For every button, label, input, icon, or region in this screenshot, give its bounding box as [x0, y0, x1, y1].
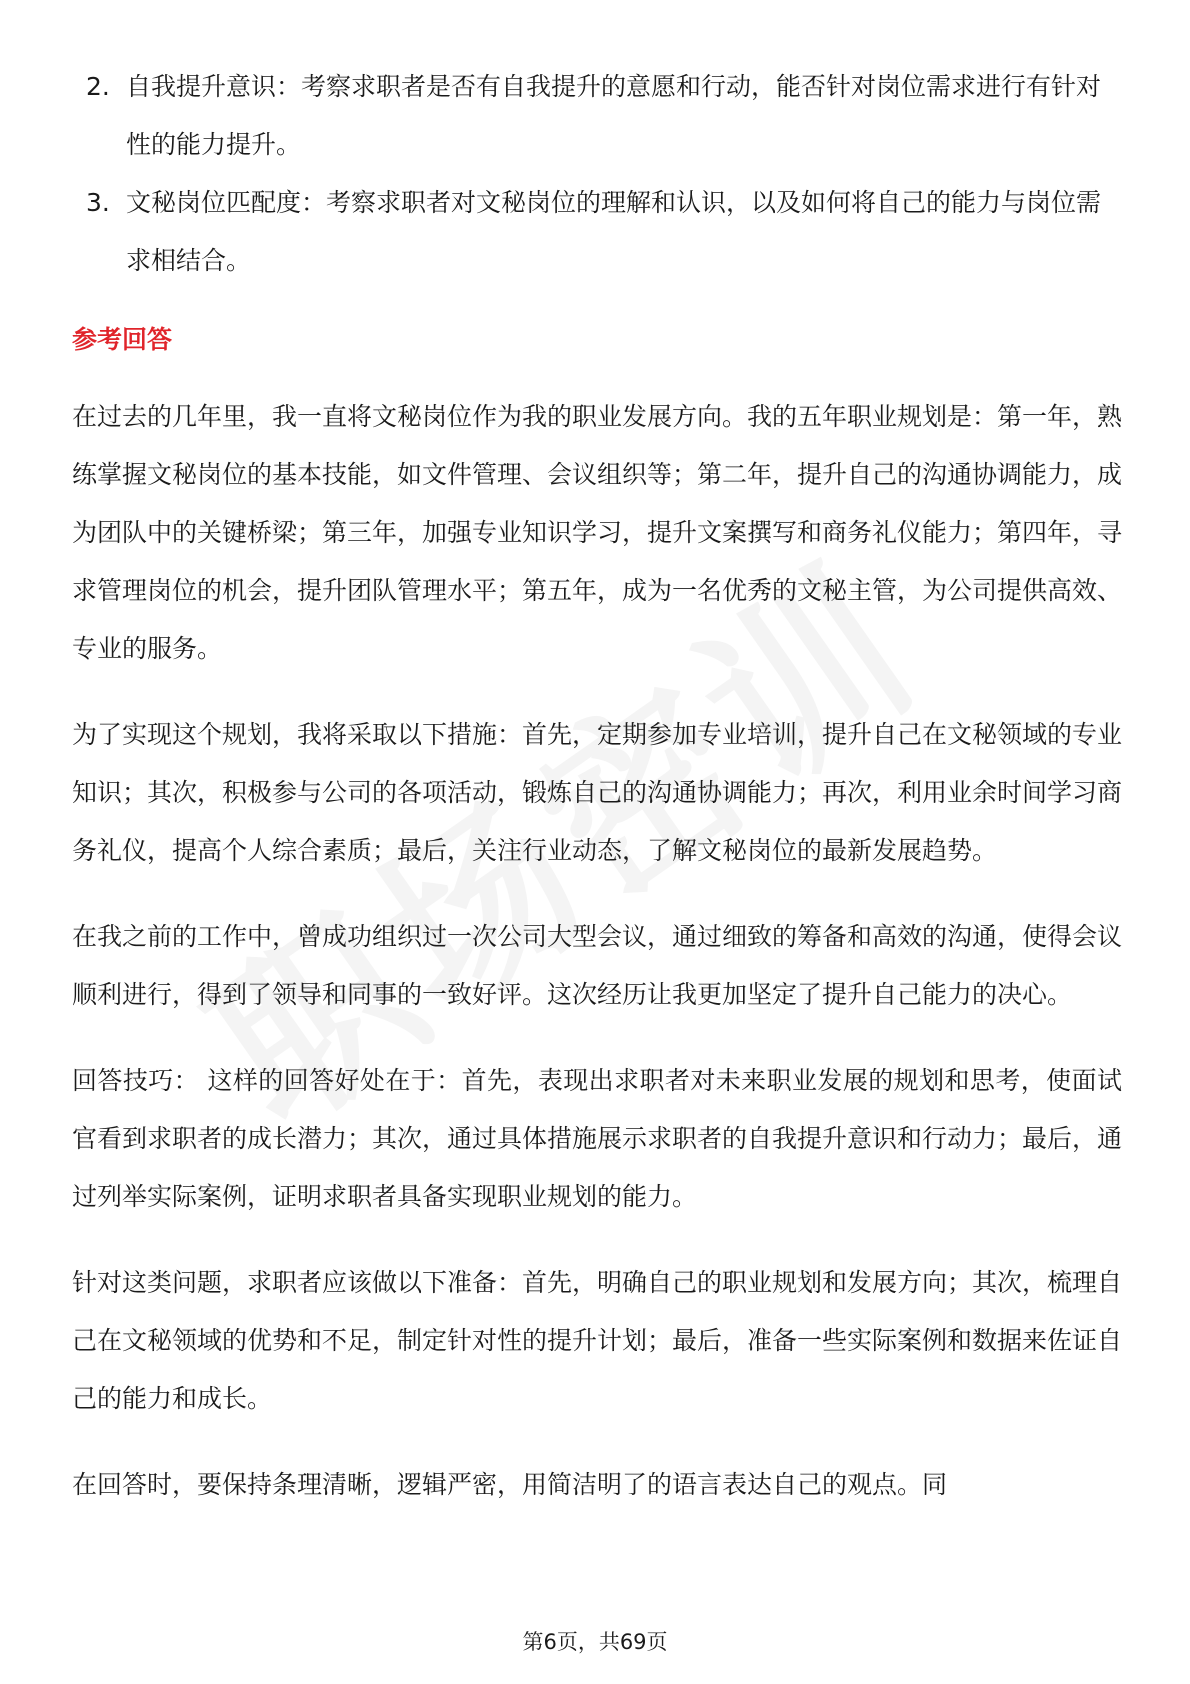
paragraph: 为了实现这个规划，我将采取以下措施：首先，定期参加专业培训，提升自己在文秘领域的专业知识；其次，积极参与公司的各项活动，锻炼自己的沟通协调能力；再次，利用业余时间学习商务礼仪，提高个人综合素质；最后，关注行业动态，了解文秘岗位的最新发展趋势。 — [72, 720, 1123, 865]
paragraph: 在回答时，要保持条理清晰，逻辑严密，用简洁明了的语言表达自己的观点。同 — [72, 1470, 948, 1499]
paragraph: 回答技巧： 这样的回答好处在于：首先，表现出求职者对未来职业发展的规划和思考，使面试官看到求职者的成长潜力；其次，通过具体措施展示求职者的自我提升意识和行动力；最后，通过列举实际案例，证明求职者具备实现职业规划的能力。 — [72, 1066, 1123, 1211]
paragraph: 在我之前的工作中，曾成功组织过一次公司大型会议，通过细致的筹备和高效的沟通，使得会议顺利进行，得到了领导和同事的一致好评。这次经历让我更加坚定了提升自己能力的决心。 — [72, 922, 1123, 1009]
list-text: 自我提升意识：考察求职者是否有自我提升的意愿和行动，能否针对岗位需求进行有针对性的能力提升。 — [126, 72, 1102, 159]
list-number: 2. — [86, 72, 110, 101]
paragraph: 针对这类问题，求职者应该做以下准备：首先，明确自己的职业规划和发展方向；其次，梳理自己在文秘领域的优势和不足，制定针对性的提升计划；最后，准备一些实际案例和数据来佐证自己的能力和成长。 — [72, 1268, 1123, 1413]
page-number: 第6页，共69页 — [522, 1630, 668, 1654]
list-number: 3. — [86, 188, 110, 217]
paragraph: 在过去的几年里，我一直将文秘岗位作为我的职业发展方向。我的五年职业规划是：第一年，熟练掌握文秘岗位的基本技能，如文件管理、会议组织等；第二年，提升自己的沟通协调能力，成为团队中的关键桥梁；第三年，加强专业知识学习，提升文案撰写和商务礼仪能力；第四年，寻求管理岗位的机会，提升团队管理水平；第五年，成为一名优秀的文秘主管，为公司提供高效、专业的服务。 — [72, 402, 1123, 663]
list-item — [72, 174, 1122, 290]
list-item — [72, 58, 1122, 174]
section-heading: 参考回答 — [72, 325, 173, 354]
document-page — [72, 58, 1122, 1542]
list-text: 文秘岗位匹配度：考察求职者对文秘岗位的理解和认识，以及如何将自己的能力与岗位需求相结合。 — [126, 188, 1102, 275]
